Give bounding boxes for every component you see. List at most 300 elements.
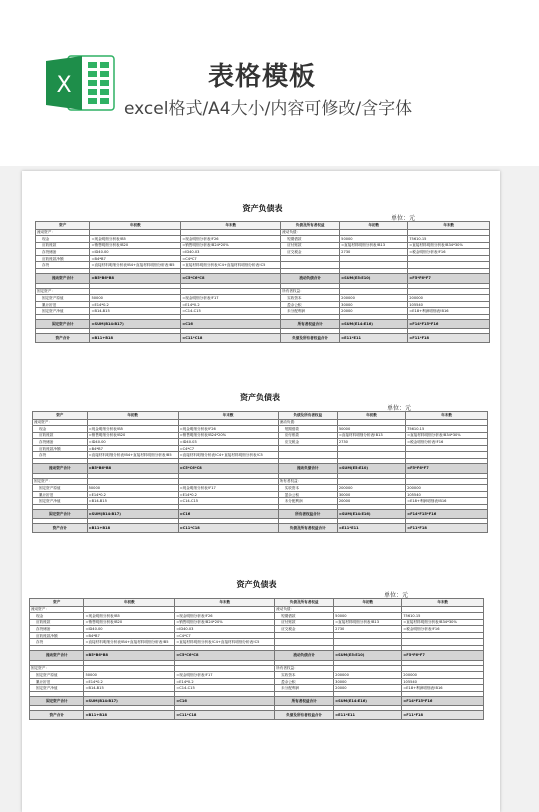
table-cell: 200000	[334, 672, 402, 679]
table-cell: =直接材料明细分析表!B13	[337, 432, 405, 439]
table-cell: =F11*F18	[408, 334, 490, 343]
table-row	[30, 606, 484, 613]
table-row	[33, 432, 488, 439]
table-cell: =直接材料明细分析表!B13	[334, 619, 402, 626]
table-cell: =直接材料明细分析表!B13	[340, 242, 408, 249]
table-cell: 未分配利润	[275, 685, 334, 692]
column-header: 年末数	[408, 222, 490, 230]
table-row	[30, 651, 484, 661]
table-cell: =B5*B6*B8	[87, 464, 178, 474]
table-cell	[334, 606, 402, 613]
table-cell: =E14*0.2	[175, 678, 275, 685]
table-row	[33, 478, 488, 485]
table-cell: =B5*B6*B8	[90, 274, 181, 284]
table-cell: 流动负债：	[278, 419, 337, 426]
table-cell: 30000	[337, 491, 405, 498]
table-cell: 固定资产：	[30, 665, 84, 672]
table-row	[30, 626, 484, 633]
table-cell: =现金明细分析表!F17	[181, 295, 281, 302]
table-cell: =现金明细分析表!F26	[175, 613, 275, 620]
table-row	[33, 445, 488, 452]
table-cell: =B4*B7	[90, 255, 181, 262]
table-row	[30, 665, 484, 672]
table-cell: 200000	[408, 295, 490, 302]
table-cell: =C16	[175, 696, 275, 706]
table-cell: 应收账款	[36, 242, 90, 249]
table-cell	[178, 478, 278, 485]
column-header: 年末数	[178, 412, 278, 420]
table-row	[33, 426, 488, 433]
table-cell: 资产合计	[36, 334, 90, 343]
table-row	[36, 255, 490, 262]
table-cell: 流动负债合计	[281, 274, 340, 284]
table-cell: 105540	[406, 491, 488, 498]
table-cell: =现金明细分析表!B5	[87, 426, 178, 433]
table-cell	[84, 665, 175, 672]
table-cell: =C16	[181, 319, 281, 329]
table-cell	[84, 606, 175, 613]
table-cell: =E14*0.2	[181, 301, 281, 308]
table-cell: 流动资产合计	[36, 274, 90, 284]
table-cell	[278, 452, 337, 459]
table-cell	[334, 639, 402, 646]
table-cell: 105540	[402, 678, 484, 685]
table-cell: =B5*B6*B8	[84, 651, 175, 661]
table-cell: 流动资产：	[33, 419, 88, 426]
column-header: 年末数	[402, 599, 484, 607]
table-cell: =E18+利润明细表!B16	[408, 308, 490, 315]
table-cell: 2730	[337, 439, 405, 446]
table-cell: =ID40.00	[90, 249, 181, 256]
table-cell: =B4*B7	[84, 632, 175, 639]
table-row	[33, 491, 488, 498]
table-row	[36, 229, 490, 236]
table-cell: =E14*0.2	[87, 491, 178, 498]
table-cell: 固定资产原值	[30, 672, 84, 679]
table-row	[36, 334, 490, 343]
table-cell: =C5*C6*C8	[178, 464, 278, 474]
table-cell	[408, 288, 490, 295]
table-cell: =SUM(B14:B17)	[90, 319, 181, 329]
table-row	[30, 632, 484, 639]
table-cell: 固定资产原值	[36, 295, 90, 302]
table-cell: 流动负债合计	[278, 464, 337, 474]
table-cell: =C4*C7	[178, 445, 278, 452]
balance-table	[29, 598, 484, 720]
table-cell	[340, 288, 408, 295]
table-cell	[337, 452, 405, 459]
column-header: 负债及所有者权益	[278, 412, 337, 420]
table-cell	[275, 632, 334, 639]
column-header: 年初数	[334, 599, 402, 607]
table-cell: =SUM(E14:E16)	[340, 319, 408, 329]
table-header-row	[30, 599, 484, 607]
balance-table	[32, 411, 488, 533]
table-cell: =B11+B18	[90, 334, 181, 343]
table-cell	[181, 288, 281, 295]
table-cell: =ID40.03	[181, 249, 281, 256]
column-header: 资产	[30, 599, 84, 607]
table-cell: =F5*F6*F7	[406, 464, 488, 474]
table-cell	[181, 229, 281, 236]
table-cell	[178, 419, 278, 426]
table-cell	[334, 632, 402, 639]
table-cell: 应交税金	[275, 626, 334, 633]
table-cell: =SUM(B14:B17)	[84, 696, 175, 706]
table-cell	[408, 255, 490, 262]
column-header: 负债及所有者权益	[281, 222, 340, 230]
table-cell: 20000	[340, 308, 408, 315]
table-cell: 固定资产合计	[33, 509, 88, 519]
table-cell	[337, 478, 405, 485]
balance-sheet-3	[29, 577, 484, 742]
table-cell	[278, 445, 337, 452]
table-cell: =B14-B15	[87, 498, 178, 505]
table-row	[30, 619, 484, 626]
table-cell: =直接材料明细分析表!C4+直接材料明细分析表!C5	[178, 452, 278, 459]
table-row	[36, 249, 490, 256]
table-cell: =F11*F18	[402, 711, 484, 720]
table-row	[33, 452, 488, 459]
table-cell: 应付账款	[281, 242, 340, 249]
table-cell: 未分配利润	[278, 498, 337, 505]
table-cell: =E18+利润明细表!B16	[406, 498, 488, 505]
header-banner	[0, 0, 539, 165]
table-cell: 现金	[30, 613, 84, 620]
table-cell: =F5*F6*F7	[402, 651, 484, 661]
table-cell: =F5*F6*F7	[408, 274, 490, 284]
table-row	[33, 498, 488, 505]
table-cell: 50000	[337, 426, 405, 433]
table-row	[30, 678, 484, 685]
table-row	[30, 613, 484, 620]
table-cell: 累计折旧	[36, 301, 90, 308]
table-cell: 应收账款	[30, 619, 84, 626]
table-cell: =销售明细分析表!B20	[87, 432, 178, 439]
table-cell: 2730	[340, 249, 408, 256]
table-cell: 200000	[337, 485, 405, 492]
table-cell: 存货	[36, 262, 90, 269]
table-cell: 20000	[334, 685, 402, 692]
page-subtitle: excel格式/A4大小/内容可修改/含字体	[124, 99, 413, 119]
table-row	[36, 319, 490, 329]
table-cell: 应交税金	[278, 439, 337, 446]
table-row	[36, 288, 490, 295]
table-cell: =F14*F15*F16	[406, 509, 488, 519]
table-cell: =C4*C7	[175, 632, 275, 639]
table-cell: 累计折旧	[33, 491, 88, 498]
table-cell	[402, 665, 484, 672]
table-cell: 应收账款净额	[33, 445, 88, 452]
table-cell: =E14*0.2	[84, 678, 175, 685]
table-cell: =C16	[178, 509, 278, 519]
column-header: 负债及所有者权益	[275, 599, 334, 607]
table-cell: =E14*0.2	[178, 491, 278, 498]
table-cell: =E11*E11	[340, 334, 408, 343]
unit-label: 单位：元	[387, 405, 412, 412]
table-cell	[175, 665, 275, 672]
table-cell: 资产合计	[30, 711, 84, 720]
unit-label: 单位：元	[391, 215, 416, 222]
table-cell: 负债及所有者权益合计	[278, 524, 337, 533]
table-cell: 50000	[334, 613, 402, 620]
column-header: 年末数	[406, 412, 488, 420]
table-cell	[281, 255, 340, 262]
table-row	[36, 308, 490, 315]
table-cell	[402, 606, 484, 613]
table-cell: =销售明细分析表!B24*20%	[175, 619, 275, 626]
table-cell	[340, 262, 408, 269]
table-cell: 盈余公积	[278, 491, 337, 498]
table-row	[33, 485, 488, 492]
table-cell: 短期借款	[278, 426, 337, 433]
table-cell: 50000	[87, 485, 178, 492]
table-cell	[406, 478, 488, 485]
table-cell: 存货储备	[36, 249, 90, 256]
table-cell	[337, 419, 405, 426]
sheet-title: 资产负债表	[242, 203, 283, 213]
table-cell	[337, 445, 405, 452]
table-cell: 所有者权益合计	[278, 509, 337, 519]
balance-table	[35, 221, 490, 343]
table-cell: 存货	[30, 639, 84, 646]
table-cell: =SUM(B14:B17)	[87, 509, 178, 519]
table-cell: =ID40.00	[84, 626, 175, 633]
table-row	[33, 464, 488, 474]
table-cell: 所有者权益：	[278, 478, 337, 485]
table-cell: =B14-B15	[90, 308, 181, 315]
table-cell: 存货储备	[30, 626, 84, 633]
table-cell: =销售明细分析表!B20	[84, 619, 175, 626]
table-cell: 固定资产：	[36, 288, 90, 295]
table-cell: 固定资产：	[33, 478, 88, 485]
table-cell: 盈余公积	[275, 678, 334, 685]
table-cell: 30000	[334, 678, 402, 685]
table-cell: 应付账款	[275, 619, 334, 626]
table-cell	[90, 288, 181, 295]
table-cell: 固定资产合计	[30, 696, 84, 706]
table-cell: 流动资产合计	[33, 464, 88, 474]
table-cell: 75610.15	[408, 236, 490, 243]
table-cell: =E11*E11	[337, 524, 405, 533]
table-row	[30, 672, 484, 679]
table-cell: 应收账款净额	[36, 255, 90, 262]
column-header: 年初数	[84, 599, 175, 607]
column-header: 资产	[33, 412, 88, 420]
table-cell	[406, 445, 488, 452]
table-cell: 盈余公积	[281, 301, 340, 308]
table-row	[33, 509, 488, 519]
table-cell: =C4*C7	[181, 255, 281, 262]
table-cell: 50000	[340, 236, 408, 243]
table-cell: 200000	[340, 295, 408, 302]
table-cell: 现金	[33, 426, 88, 433]
table-cell: =SUM(E14:E16)	[337, 509, 405, 519]
column-header: 年初数	[90, 222, 181, 230]
table-cell: 200000	[402, 672, 484, 679]
table-cell: 应收账款净额	[30, 632, 84, 639]
table-cell: =现金明细分析表!B5	[84, 613, 175, 620]
table-cell: 应收账款	[33, 432, 88, 439]
table-cell	[275, 639, 334, 646]
table-cell: 200000	[406, 485, 488, 492]
table-row	[36, 301, 490, 308]
table-cell: =销售明细分析表!B24*20%	[181, 242, 281, 249]
unit-label: 单位：元	[384, 592, 409, 599]
table-cell: =C5*C6*C8	[181, 274, 281, 284]
table-cell: =F14*F15*F16	[402, 696, 484, 706]
table-cell: =销售明细分析表!B20	[90, 242, 181, 249]
page-title: 表格模板	[208, 62, 317, 92]
table-cell: =直接材料明细分析表!B4+直接材料明细分析表!B5	[87, 452, 178, 459]
table-cell	[334, 665, 402, 672]
table-cell: 20000	[337, 498, 405, 505]
table-row	[33, 439, 488, 446]
table-header-row	[33, 412, 488, 420]
table-cell: 流动资产合计	[30, 651, 84, 661]
table-cell	[406, 452, 488, 459]
table-cell: =现金明细分析表!F26	[178, 426, 278, 433]
table-cell: 105540	[408, 301, 490, 308]
balance-sheet-1	[35, 200, 490, 370]
column-header: 年初数	[87, 412, 178, 420]
table-cell: =C11*C18	[175, 711, 275, 720]
table-cell: 75610.15	[402, 613, 484, 620]
table-cell: =E11*E11	[334, 711, 402, 720]
table-cell: 50000	[90, 295, 181, 302]
table-cell: =ID40.00	[87, 439, 178, 446]
table-cell: 流动负债：	[275, 606, 334, 613]
table-cell: =SUM(E5:E10)	[340, 274, 408, 284]
table-row	[36, 236, 490, 243]
excel-logo-icon	[44, 54, 116, 112]
table-cell: =F14*F15*F16	[408, 319, 490, 329]
table-row	[36, 295, 490, 302]
table-cell: =SUM(E5:E10)	[337, 464, 405, 474]
table-cell: 现金	[36, 236, 90, 243]
table-cell: 存货	[33, 452, 88, 459]
table-cell: =销售明细分析表!B24*20%	[178, 432, 278, 439]
table-row	[33, 419, 488, 426]
table-cell: =直接材料明细分析表!B4+直接材料明细分析表!B5	[90, 262, 181, 269]
table-cell	[408, 229, 490, 236]
table-cell: 累计折旧	[30, 678, 84, 685]
table-cell: 2730	[334, 626, 402, 633]
table-cell: 所有者权益：	[275, 665, 334, 672]
sheet-title: 资产负债表	[236, 579, 277, 589]
table-cell: =C5*C6*C8	[175, 651, 275, 661]
table-cell	[87, 419, 178, 426]
table-cell: =C11*C18	[181, 334, 281, 343]
table-cell	[87, 478, 178, 485]
table-cell	[402, 632, 484, 639]
table-row	[36, 262, 490, 269]
table-cell	[175, 606, 275, 613]
table-cell: =税金明细分析表!F16	[406, 439, 488, 446]
table-cell: 应交税金	[281, 249, 340, 256]
table-cell: 所有者权益合计	[275, 696, 334, 706]
table-cell: =C11*C18	[178, 524, 278, 533]
column-header: 年末数	[175, 599, 275, 607]
table-cell: =SUM(E14:E16)	[334, 696, 402, 706]
table-cell: =税金明细分析表!F16	[402, 626, 484, 633]
table-row	[36, 242, 490, 249]
table-cell	[90, 229, 181, 236]
table-cell: =C14-C15	[181, 308, 281, 315]
table-cell: =现金明细分析表!F17	[175, 672, 275, 679]
table-cell: 应付账款	[278, 432, 337, 439]
table-cell	[281, 262, 340, 269]
table-cell: 实收资本	[281, 295, 340, 302]
sheet-title: 资产负债表	[240, 392, 280, 402]
table-cell: =直接材料明细分析表!C4+直接材料明细分析表!C5	[181, 262, 281, 269]
table-cell	[340, 255, 408, 262]
table-cell	[402, 639, 484, 646]
table-cell: 负债及所有者权益合计	[275, 711, 334, 720]
table-row	[30, 711, 484, 720]
table-cell: =税金明细分析表!F16	[408, 249, 490, 256]
table-cell	[408, 262, 490, 269]
table-row	[30, 685, 484, 692]
table-cell: =F11*F18	[406, 524, 488, 533]
table-row	[33, 524, 488, 533]
table-cell: 流动负债：	[281, 229, 340, 236]
table-cell: 所有者权益：	[281, 288, 340, 295]
table-cell: 流动资产：	[36, 229, 90, 236]
table-cell: =直接材料明细分析表!B34*30%	[406, 432, 488, 439]
table-cell: =ID40.03	[175, 626, 275, 633]
table-row	[36, 274, 490, 284]
table-cell: 实收资本	[275, 672, 334, 679]
table-cell: 存货储备	[33, 439, 88, 446]
column-header: 资产	[36, 222, 90, 230]
table-cell: =直接材料明细分析表!C4+直接材料明细分析表!C5	[175, 639, 275, 646]
table-cell: =C14-C15	[178, 498, 278, 505]
table-cell: =B4*B7	[87, 445, 178, 452]
table-cell: 50000	[84, 672, 175, 679]
table-cell: =ID40.03	[178, 439, 278, 446]
table-cell: 短期借款	[275, 613, 334, 620]
table-cell: 负债及所有者权益合计	[281, 334, 340, 343]
table-cell: =直接材料明细分析表!B34*30%	[402, 619, 484, 626]
table-cell: 流动负债合计	[275, 651, 334, 661]
table-cell: =SUM(E5:E10)	[334, 651, 402, 661]
table-cell: =B14-B15	[84, 685, 175, 692]
table-cell: =B11+B18	[87, 524, 178, 533]
table-cell: =现金明细分析表!B5	[90, 236, 181, 243]
table-cell	[406, 419, 488, 426]
table-cell: 75610.15	[406, 426, 488, 433]
table-row	[30, 696, 484, 706]
table-header-row	[36, 222, 490, 230]
table-cell: =B11+B18	[84, 711, 175, 720]
column-header: 年初数	[337, 412, 405, 420]
table-cell: =E14*0.2	[90, 301, 181, 308]
table-cell: 资产合计	[33, 524, 88, 533]
logo-letter: X	[56, 73, 72, 98]
table-cell	[340, 229, 408, 236]
column-header: 年末数	[181, 222, 281, 230]
table-cell: 未分配利润	[281, 308, 340, 315]
column-header: 年初数	[340, 222, 408, 230]
table-cell: =现金明细分析表!F17	[178, 485, 278, 492]
table-cell: 固定资产净值	[36, 308, 90, 315]
table-cell: 30000	[340, 301, 408, 308]
table-cell: 实收资本	[278, 485, 337, 492]
table-cell: 短期借款	[281, 236, 340, 243]
table-cell: 固定资产原值	[33, 485, 88, 492]
table-cell: =C14-C15	[175, 685, 275, 692]
